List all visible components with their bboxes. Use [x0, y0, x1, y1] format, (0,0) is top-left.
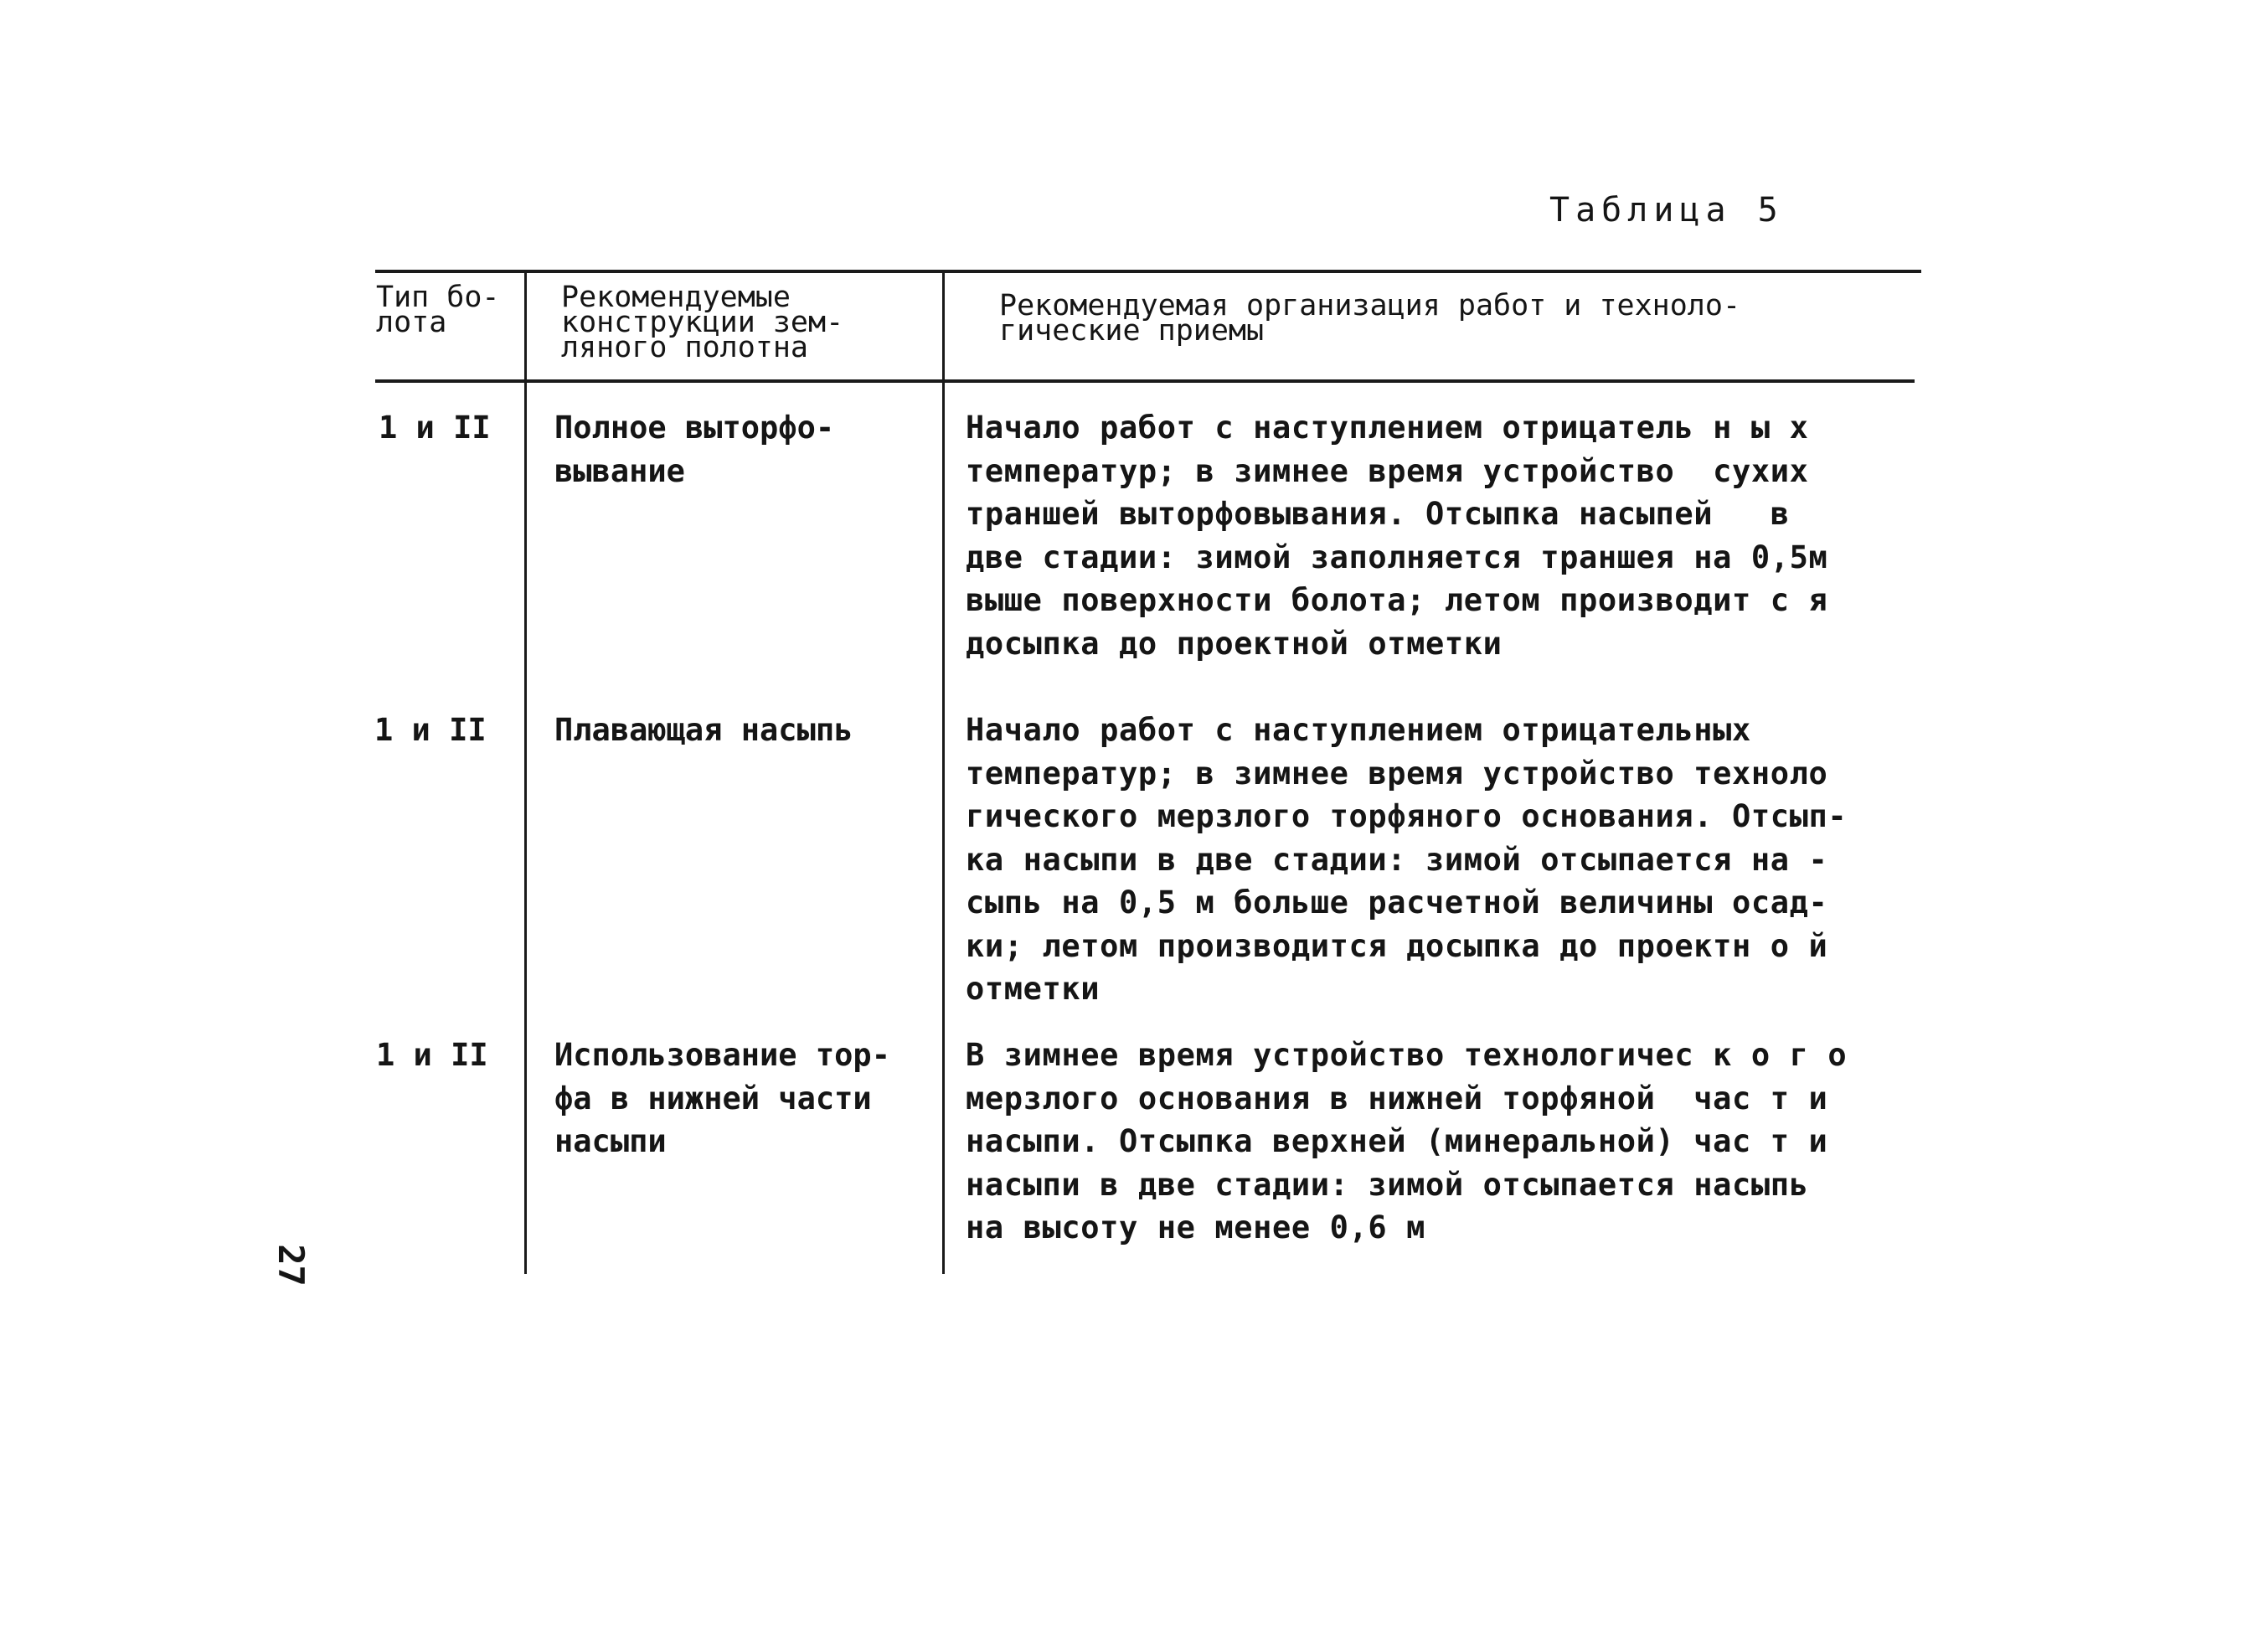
row-1-construction: Полное выторфо- вывание [554, 410, 835, 489]
row-2-organization: Начало работ с наступлением отрицательных температур; в зимнее время устройство техноло гического мерзлого торфяного основания. Отсып- ка насыпи в две стадии: зимой отсыпается на - сыпь на 0,5 м больше расчетной величины осад- ки; летом производится досыпка до проектн о й отметки [966, 712, 1848, 1007]
table-caption: Таблица 5 [1549, 191, 1784, 229]
row-3-construction: Использование тор- фа в нижней части насыпи [554, 1037, 890, 1159]
table-top-rule [375, 270, 1921, 273]
column-divider-1 [524, 272, 527, 1274]
row-3-organization: В зимнее время устройство технологичес к о г о мерзлого основания в нижней торфяной час т и насыпи. Отсыпка верхней (минеральной) час т и насыпи в две стадии: зимой отсыпается насыпь на высоту не менее 0,6 м [966, 1037, 1848, 1245]
column-divider-2 [942, 272, 945, 1274]
row-1-bog-type: 1 и II [379, 410, 491, 446]
header-bottom-rule [375, 379, 1915, 383]
row-2-construction: Плавающая насыпь [554, 712, 853, 748]
row-3-bog-type: 1 и II [376, 1037, 488, 1073]
page-number: 27 [270, 1244, 312, 1287]
header-bog-type: Тип бо- лота [376, 281, 500, 339]
header-recommended-organization: Рекомендуемая организация работ и техноло- гические приемы [999, 289, 1741, 348]
row-1-organization: Начало работ с наступлением отрицатель н ы х температур; в зимнее время устройство сухих траншей выторфовывания. Отсыпка насыпей в две стадии: зимой заполняется траншея на 0,5м выше поверхности болота; летом производит с я досыпка до проектной отметки [966, 410, 1828, 662]
row-2-bog-type: 1 и II [374, 712, 487, 748]
header-recommended-construction: Рекомендуемые конструкции зем- ляного полотна [561, 281, 844, 364]
